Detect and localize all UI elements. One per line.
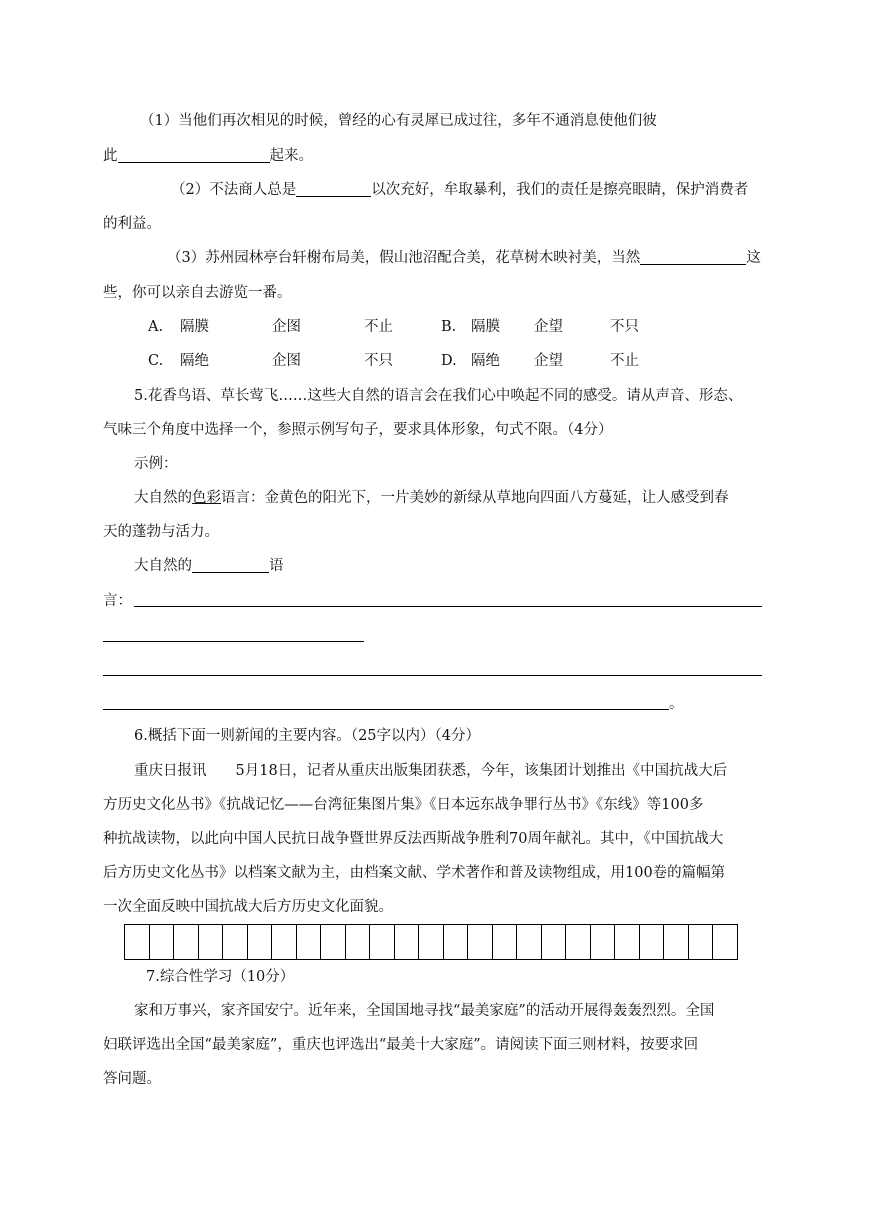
grid-cell[interactable] (640, 924, 665, 960)
option-a-word-2: 企图 (272, 319, 301, 335)
option-d-word-2: 企望 (534, 353, 563, 369)
option-b-word-1: 隔膜 (471, 319, 500, 335)
grid-cell[interactable] (199, 924, 224, 960)
q6-news-line-5: 一次全面反映中国抗战大后方历史文化面貌。 (103, 899, 393, 915)
grid-cell[interactable] (493, 924, 518, 960)
q5-answer-type-blank[interactable] (192, 556, 269, 573)
q6-news-line-1: 重庆日报讯 5月18日，记者从重庆出版集团获悉，今年，该集团计划推出《中国抗战大后 (134, 763, 728, 779)
option-d-word-3: 不止 (610, 353, 639, 369)
grid-cell[interactable] (223, 924, 248, 960)
q7-intro-line-2: 妇联评选出全国“最美家庭”，重庆也评选出“最美十大家庭”。请阅读下面三则材料，按要求回 (103, 1037, 699, 1053)
grid-cell[interactable] (174, 924, 199, 960)
q4-s2-suffix: 以次充好，牟取暴利，我们的责任是擦亮眼睛，保护消费者 (371, 182, 749, 198)
grid-cell[interactable] (346, 924, 371, 960)
q7-intro-line-1: 家和万事兴，家齐国安宁。近年来，全国国地寻找“最美家庭”的活动开展得轰轰烈烈。全国 (134, 1003, 715, 1019)
grid-cell[interactable] (395, 924, 420, 960)
q4-s3-blank[interactable] (640, 248, 746, 265)
q5-answer-rule-3[interactable] (103, 675, 762, 676)
q5-example-prefix: 大自然的 (134, 490, 192, 506)
q4-sentence-2-line-1 (171, 180, 748, 200)
q4-s3-prefix: （3）苏州园林亭台轩榭布局美，假山池沼配合美，花草树木映衬美，当然 (167, 250, 641, 266)
grid-cell[interactable] (566, 924, 591, 960)
grid-cell[interactable] (248, 924, 273, 960)
grid-cell[interactable] (125, 924, 150, 960)
option-c-letter[interactable]: C. (148, 353, 164, 369)
grid-cell[interactable] (272, 924, 297, 960)
q7-intro-line-3: 答问题。 (103, 1071, 161, 1087)
q4-s1-suffix: 起来。 (269, 148, 313, 164)
q5-example-line-2: 天的蓬勃与活力。 (103, 524, 219, 540)
option-c-word-2: 企图 (272, 353, 301, 369)
q5-prompt-line-2: 气味三个角度中选择一个，参照示例写句子，要求具体形象，句式不限。（4分） (103, 422, 613, 438)
grid-cell[interactable] (468, 924, 493, 960)
grid-cell[interactable] (419, 924, 444, 960)
q4-sentence-3-line-2: 些，你可以亲自去游览一番。 (103, 285, 292, 301)
option-a-word-1: 隔膜 (180, 319, 209, 335)
q4-sentence-3-line-1 (167, 248, 761, 268)
q6-answer-grid[interactable] (124, 924, 738, 960)
option-c-word-3: 不只 (364, 353, 393, 369)
grid-cell[interactable] (150, 924, 175, 960)
grid-cell[interactable] (542, 924, 567, 960)
option-a-letter[interactable]: A. (148, 319, 164, 335)
q4-s2-blank[interactable] (296, 180, 371, 197)
q4-sentence-2-line-2: 的利益。 (103, 216, 161, 232)
q5-prompt-line-1: 5.花香鸟语、草长莺飞……这些大自然的语言会在我们心中唤起不同的感受。请从声音、形态、 (134, 388, 743, 404)
q7-title: 7.综合性学习（10分） (146, 969, 295, 985)
q6-news-line-3: 种抗战读物，以此向中国人民抗日战争暨世界反法西斯战争胜利70周年献礼。其中，《中国抗战大 (103, 831, 724, 847)
grid-cell[interactable] (689, 924, 714, 960)
q6-title: 6.概括下面一则新闻的主要内容。（25字以内）（4分） (134, 728, 481, 744)
q5-answer-rule-4[interactable] (103, 709, 669, 710)
q5-example-text: 语言：金黄色的阳光下，一片美妙的新绿从草地向四面八方蔓延，让人感受到春 (221, 490, 729, 506)
option-b-word-3: 不只 (610, 319, 639, 335)
q5-example-underlined: 色彩 (192, 490, 221, 506)
q5-answer-line-2-label: 言： (103, 593, 132, 609)
q4-sentence-1-line-2 (103, 146, 313, 166)
q4-s1-prefix: 此 (103, 148, 118, 164)
grid-cell[interactable] (713, 924, 738, 960)
grid-cell[interactable] (615, 924, 640, 960)
q6-news-line-2: 方历史文化丛书》《抗战记忆——台湾征集图片集》《日本远东战争罪行丛书》《东线》等100多 (103, 797, 704, 813)
grid-cell[interactable] (321, 924, 346, 960)
q5-answer-rule-2[interactable] (103, 641, 364, 642)
q6-news-line-4: 后方历史文化丛书》以档案文献为主，由档案文献、学术著作和普及读物组成，用100卷的篇幅第 (103, 865, 726, 881)
option-d-word-1: 隔绝 (471, 353, 500, 369)
grid-cell[interactable] (591, 924, 616, 960)
q5-example-line-1 (134, 488, 729, 508)
q4-sentence-1-line-1: （1）当他们再次相见的时候，曾经的心有灵犀已成过往，多年不通消息使他们彼 (140, 113, 657, 129)
grid-cell[interactable] (297, 924, 322, 960)
option-b-letter[interactable]: B. (441, 319, 457, 335)
q5-answer-suffix: 语 (269, 558, 284, 574)
q5-example-label: 示例： (134, 456, 178, 472)
q4-s1-blank[interactable] (118, 146, 270, 163)
option-d-letter[interactable]: D. (441, 353, 457, 369)
option-a-word-3: 不止 (364, 319, 393, 335)
grid-cell[interactable] (517, 924, 542, 960)
q4-s2-prefix: （2）不法商人总是 (171, 182, 297, 198)
q5-answer-line-1 (134, 556, 284, 576)
option-c-word-1: 隔绝 (180, 353, 209, 369)
grid-cell[interactable] (370, 924, 395, 960)
q5-answer-rule-1[interactable] (134, 606, 762, 607)
grid-cell[interactable] (444, 924, 469, 960)
q5-answer-prefix: 大自然的 (134, 558, 192, 574)
grid-cell[interactable] (664, 924, 689, 960)
option-b-word-2: 企望 (534, 319, 563, 335)
q4-s3-suffix: 这 (746, 250, 761, 266)
q5-end-mark: 。 (669, 696, 684, 712)
